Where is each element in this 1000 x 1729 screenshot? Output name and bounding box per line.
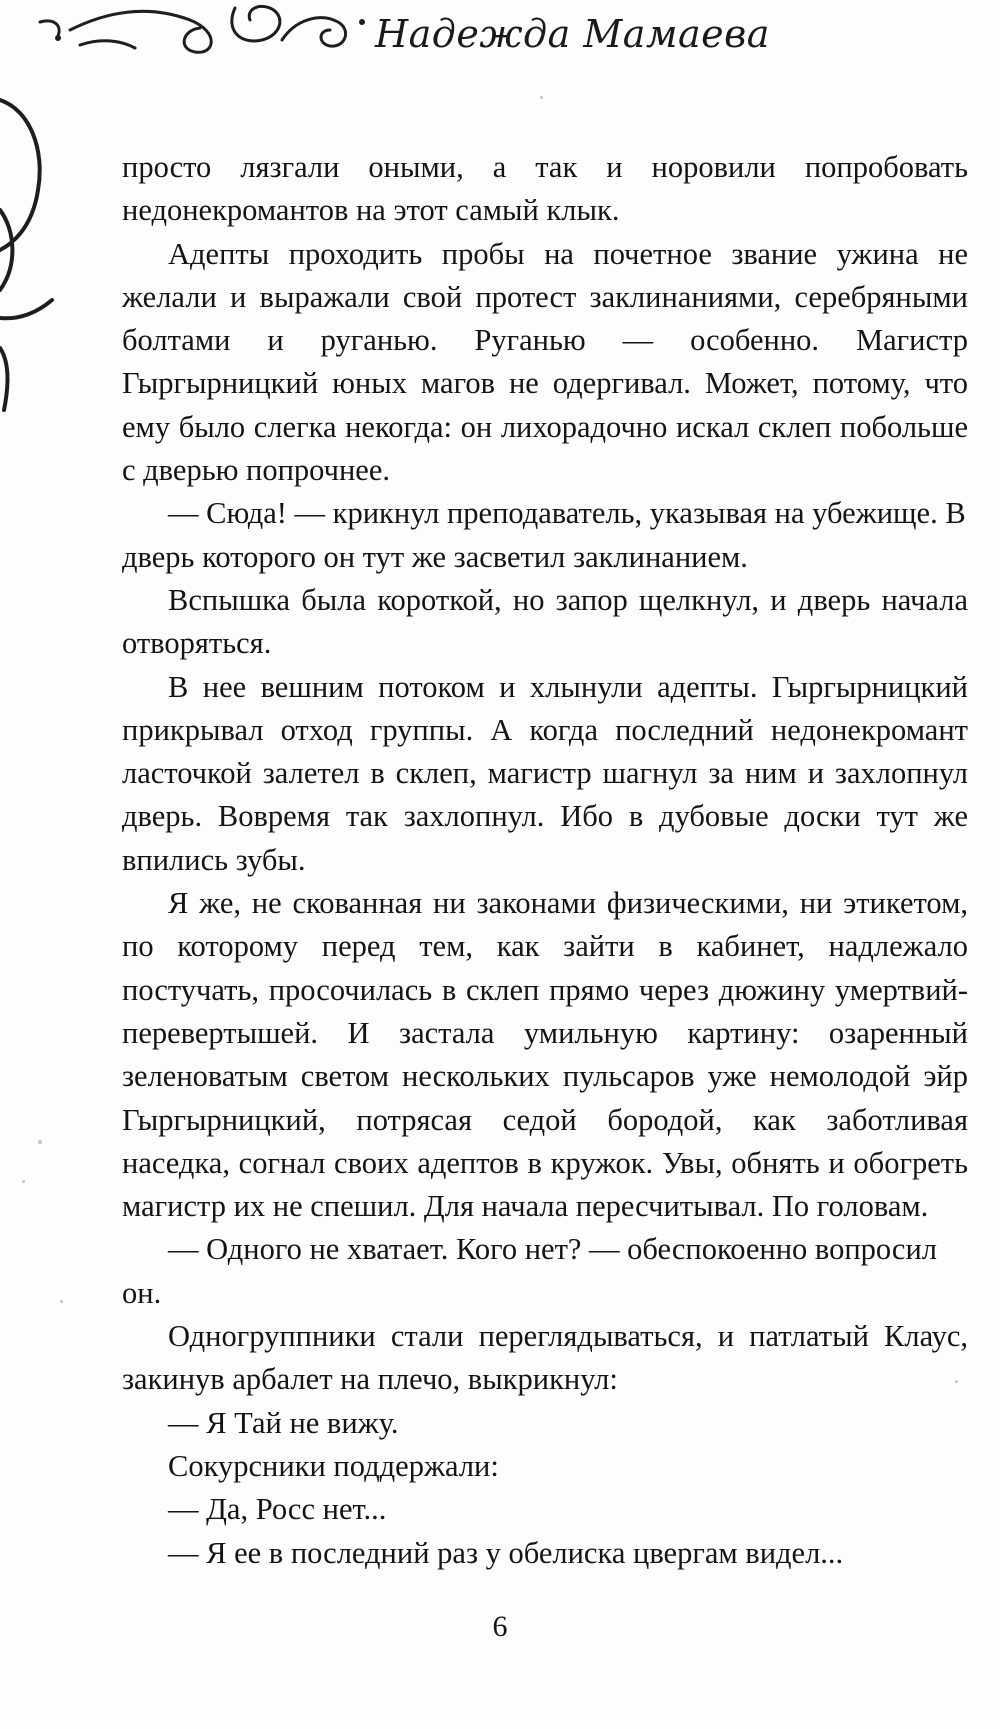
paragraph: Я же, не скованная ни законами физическими, ни этикетом, по которому перед тем, как зайти в кабинет, надлежало постучать, просочилась в склеп прямо через дюжину умертвий-перевертышей. И застала умильную картину: озаренный зеленоватым светом нескольких пульсаров уже немолодой эйр Гыргырницкий, потрясая седой бородой, как заботливая наседка, согнал своих адептов в кружок. Увы, обнять и обогреть магистр их не спешил. Для начала пересчитывал. По головам. [122,886,968,1224]
margin-flourish-ornament [0,80,60,440]
scan-speck [22,1180,25,1183]
paragraph: Адепты проходить пробы на почетное звание ужина не желали и выражали свой протест заклинаниями, серебряными болтами и руганью. Руганью — особенно. Магистр Гыргырницкий юных магов не одергивал. Может, потому, что ему было слегка некогда: он лихорадочно искал склеп побольше с дверью попрочнее. [122,236,968,488]
dialogue-line: — Я ее в последний раз у обелиска цвергам видел... [168,1535,844,1570]
dialogue-line: — Сюда! — крикнул преподаватель, указывая на убежище. В дверь которого он тут же засветил заклинанием. [122,496,966,574]
scan-speck [955,1380,958,1383]
scan-speck [540,96,543,99]
dialogue-line: — Одного не хватает. Кого нет? — обеспокоенно вопросил он. [122,1232,938,1310]
dialogue-line: — Да, Росс нет... [168,1492,387,1527]
paragraph: В нее вешним потоком и хлынули адепты. Гыргырницкий прикрывал отход группы. А когда последний недонекромант ласточкой залетел в склеп, магистр шагнул за ним и захлопнул дверь. Вовремя так захлопнул. Ибо в дубовые доски тут же впились зубы. [122,669,968,877]
scan-speck [38,1140,42,1144]
scan-speck [60,1300,63,1303]
paragraph: Одногруппники стали переглядываться, и патлатый Клаус, закинув арбалет на плечо, выкрикнул: [122,1319,968,1397]
body-text [122,146,968,1575]
paragraph: просто лязгали оными, а так и норовили попробовать недонекромантов на этот самый клык. [122,150,968,228]
paragraph: Вспышка была короткой, но запор щелкнул, и дверь начала отворяться. [122,582,968,661]
dialogue-line: — Я Тай не вижу. [168,1405,399,1440]
paragraph: Сокурсники поддержали: [168,1448,499,1483]
running-head-author: Надежда Мамаева [375,12,770,56]
page-number: 6 [492,1610,508,1643]
